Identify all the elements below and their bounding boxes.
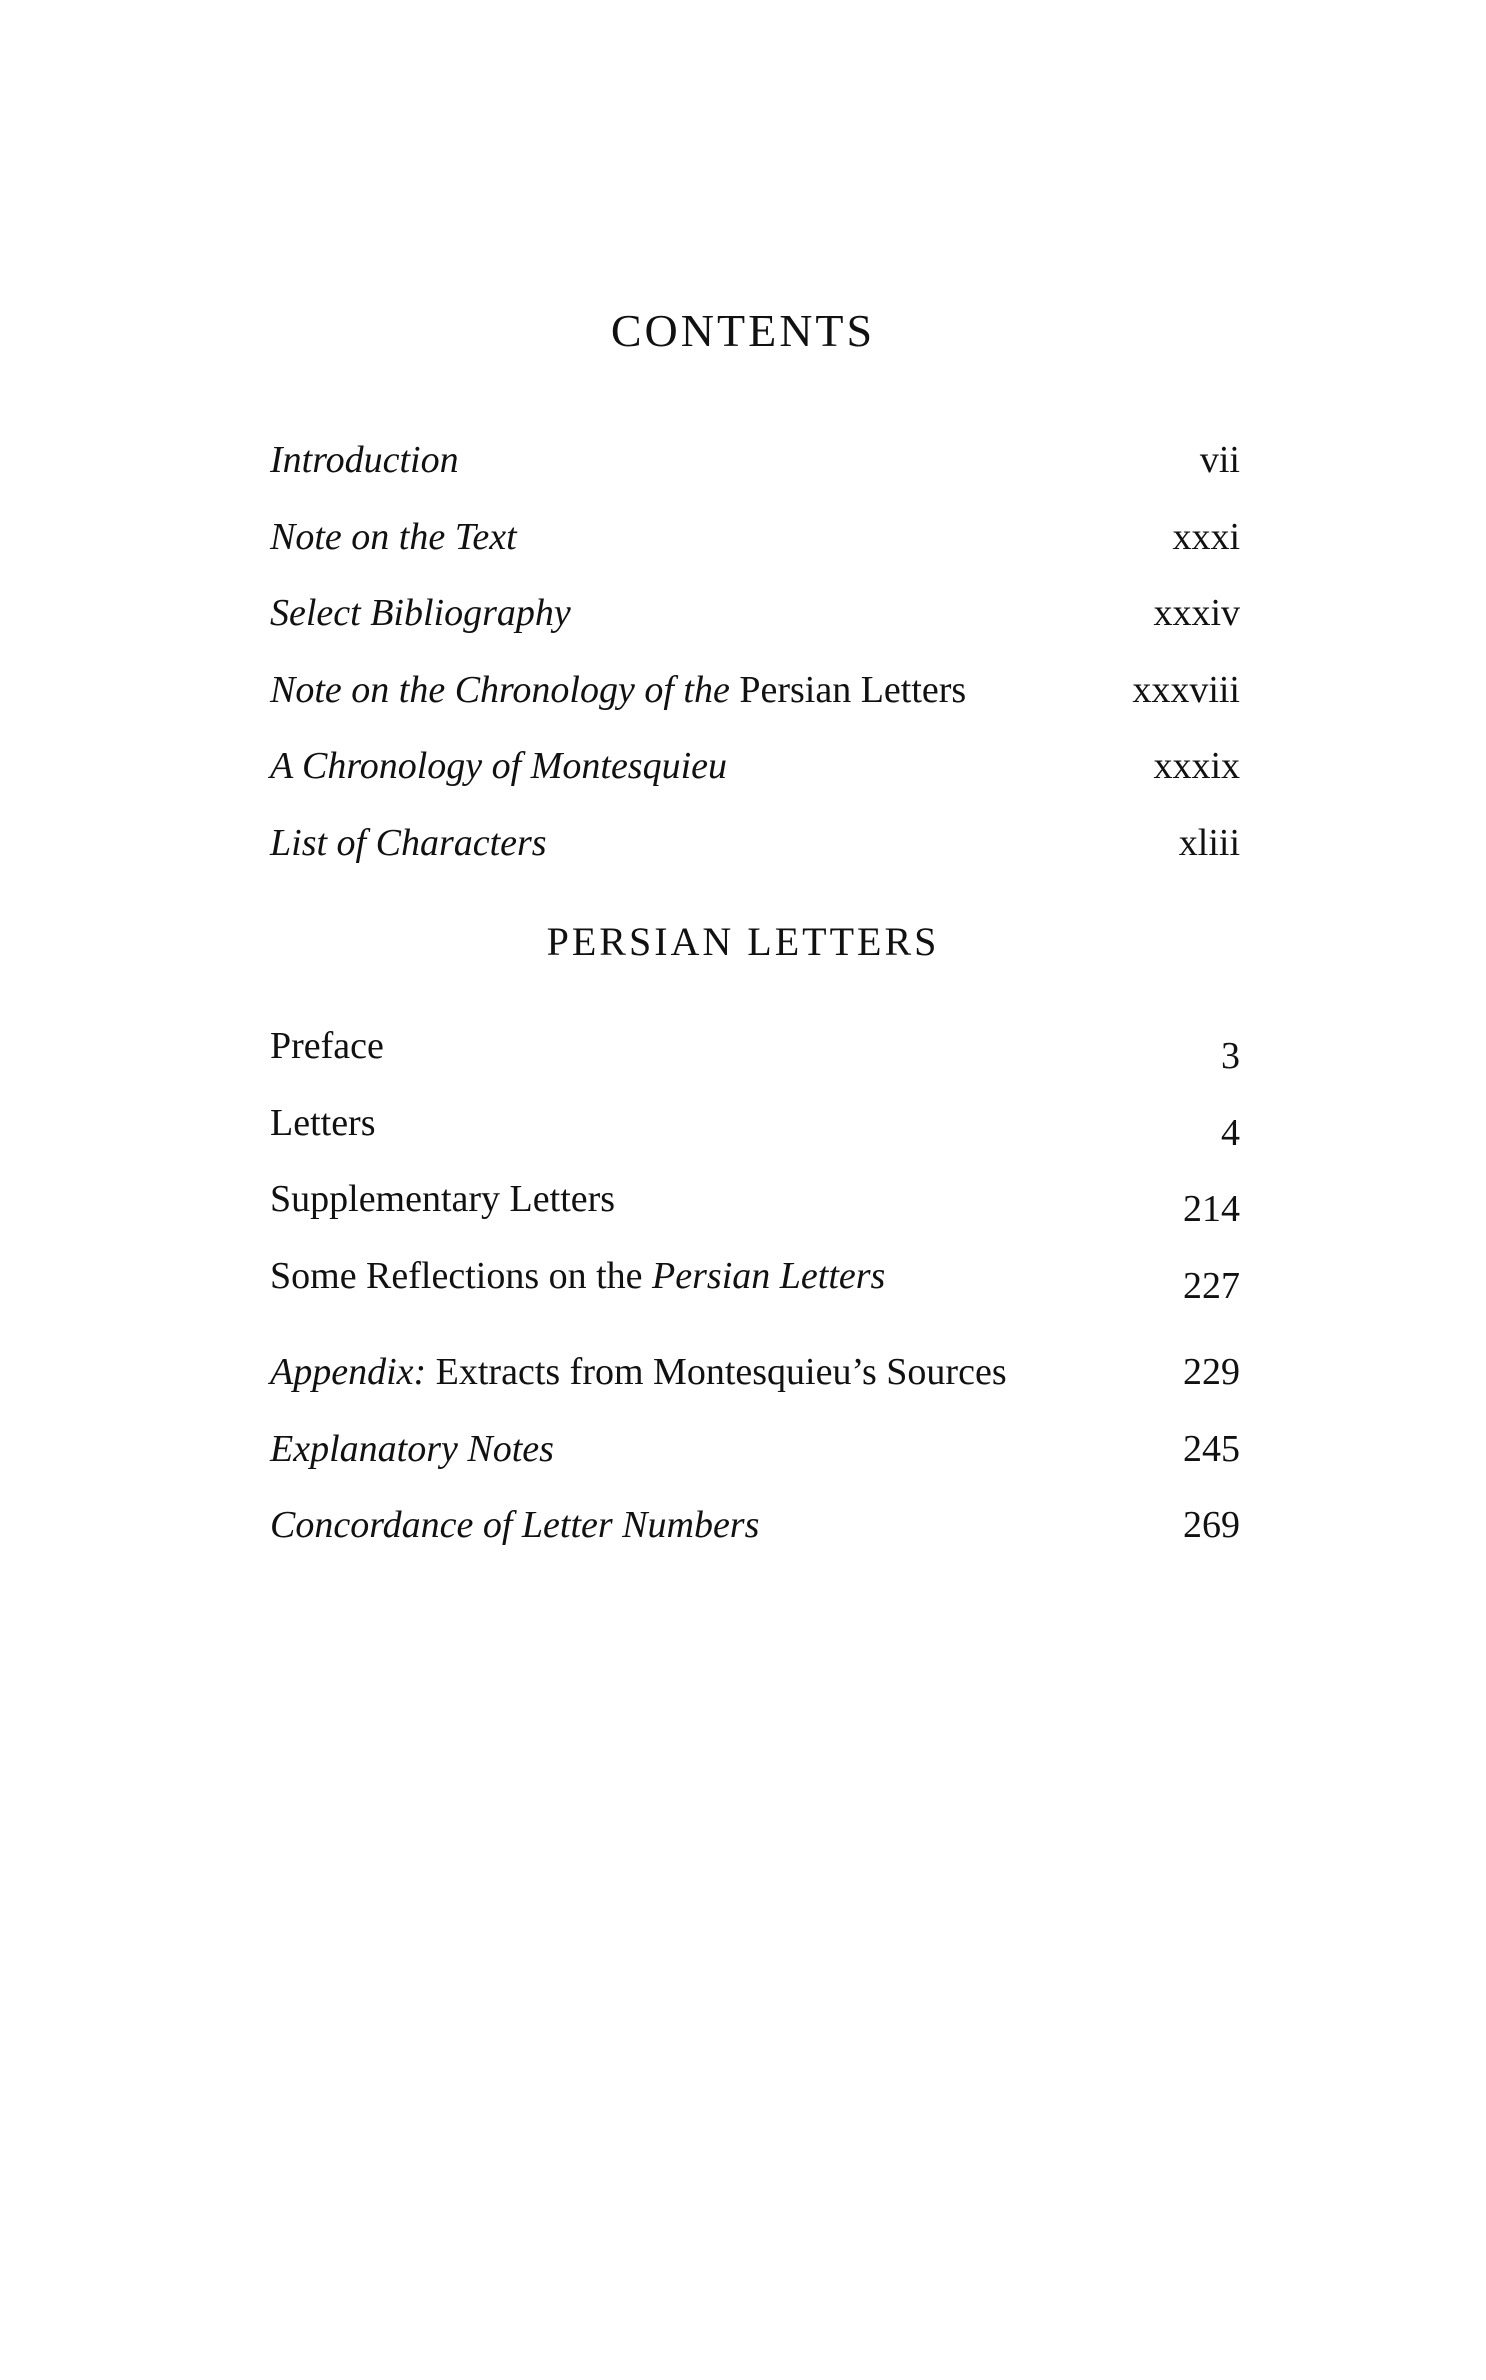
toc-entry	[270, 1497, 1240, 1553]
toc-entry-page: 3	[1221, 1035, 1240, 1077]
toc-entry	[270, 1018, 1240, 1077]
toc-entry-title	[270, 1344, 1007, 1400]
toc-entry-title	[270, 662, 966, 718]
toc-entry-page: vii	[1199, 439, 1240, 481]
toc-entry-title-part: Introduction	[270, 439, 459, 481]
toc-entry	[270, 738, 1240, 794]
toc-entry-title	[270, 815, 547, 871]
toc-entry-page: xxxiv	[1153, 592, 1240, 634]
toc-entry-title-part: Note on the Chronology of the	[270, 668, 740, 711]
toc-entry	[270, 1248, 1240, 1307]
toc-entry-title-part: List of Characters	[270, 821, 547, 864]
toc-entry	[270, 432, 1240, 488]
toc-entry-title	[270, 1421, 554, 1477]
toc-entry-title	[270, 1018, 384, 1074]
toc-entry-title-part: Extracts from Montesquieu’s Sources	[426, 1351, 1007, 1393]
toc-entry-title-part: Persian Letters	[652, 1254, 886, 1297]
toc-entry-title	[270, 738, 727, 794]
persian-letters-heading: PERSIAN LETTERS	[546, 919, 940, 964]
toc-entry-page: xxxix	[1153, 745, 1240, 787]
toc-entry-title	[270, 432, 459, 488]
toc-entry-title	[270, 509, 517, 565]
toc-entry-page: xliii	[1178, 821, 1240, 864]
toc-entry-page: xxxviii	[1132, 668, 1240, 711]
toc-entry-page: 227	[1183, 1264, 1240, 1307]
toc-entry-title-part: Preface	[270, 1025, 384, 1067]
toc-entry-title	[270, 1248, 885, 1304]
toc-entry-title-part: Supplementary Letters	[270, 1178, 616, 1220]
toc-entry	[270, 509, 1240, 565]
toc-entry-page: 229	[1183, 1351, 1240, 1393]
toc-entry	[270, 1171, 1240, 1230]
toc-entry-page: 214	[1183, 1188, 1240, 1230]
toc-entry	[270, 662, 1240, 718]
toc-entry-title	[270, 1171, 615, 1227]
toc-entry-title	[270, 1497, 759, 1553]
toc-entry-page: 4	[1221, 1111, 1240, 1154]
toc-entry-title-part: Some Reflections on the	[270, 1254, 653, 1297]
toc-entry-title-part: Note on the Text	[270, 515, 517, 558]
toc-entry	[270, 585, 1240, 641]
toc-entry-title-part: A Chronology of Montesquieu	[270, 745, 728, 787]
toc-entry-title-part: Letters	[270, 1101, 376, 1144]
toc-entry-page: 245	[1183, 1427, 1240, 1470]
toc-entry-title	[270, 585, 571, 641]
toc-entry-title-part: Concordance of Letter Numbers	[270, 1504, 760, 1546]
toc-entry	[270, 1421, 1240, 1477]
toc-entry	[270, 1344, 1240, 1400]
toc-entry	[270, 815, 1240, 871]
toc-entry	[270, 1095, 1240, 1154]
toc-entry-title-part: Select Bibliography	[270, 592, 571, 634]
contents-heading: CONTENTS	[610, 305, 876, 356]
toc-entry-title-part: Appendix:	[270, 1351, 427, 1393]
toc-entry-page: 269	[1183, 1504, 1240, 1546]
toc-entry-page: xxxi	[1172, 515, 1240, 558]
toc-entry-title-part: Explanatory Notes	[270, 1427, 554, 1470]
toc-entry-title-part: Persian Letters	[739, 668, 967, 711]
toc-entry-title	[270, 1095, 376, 1151]
